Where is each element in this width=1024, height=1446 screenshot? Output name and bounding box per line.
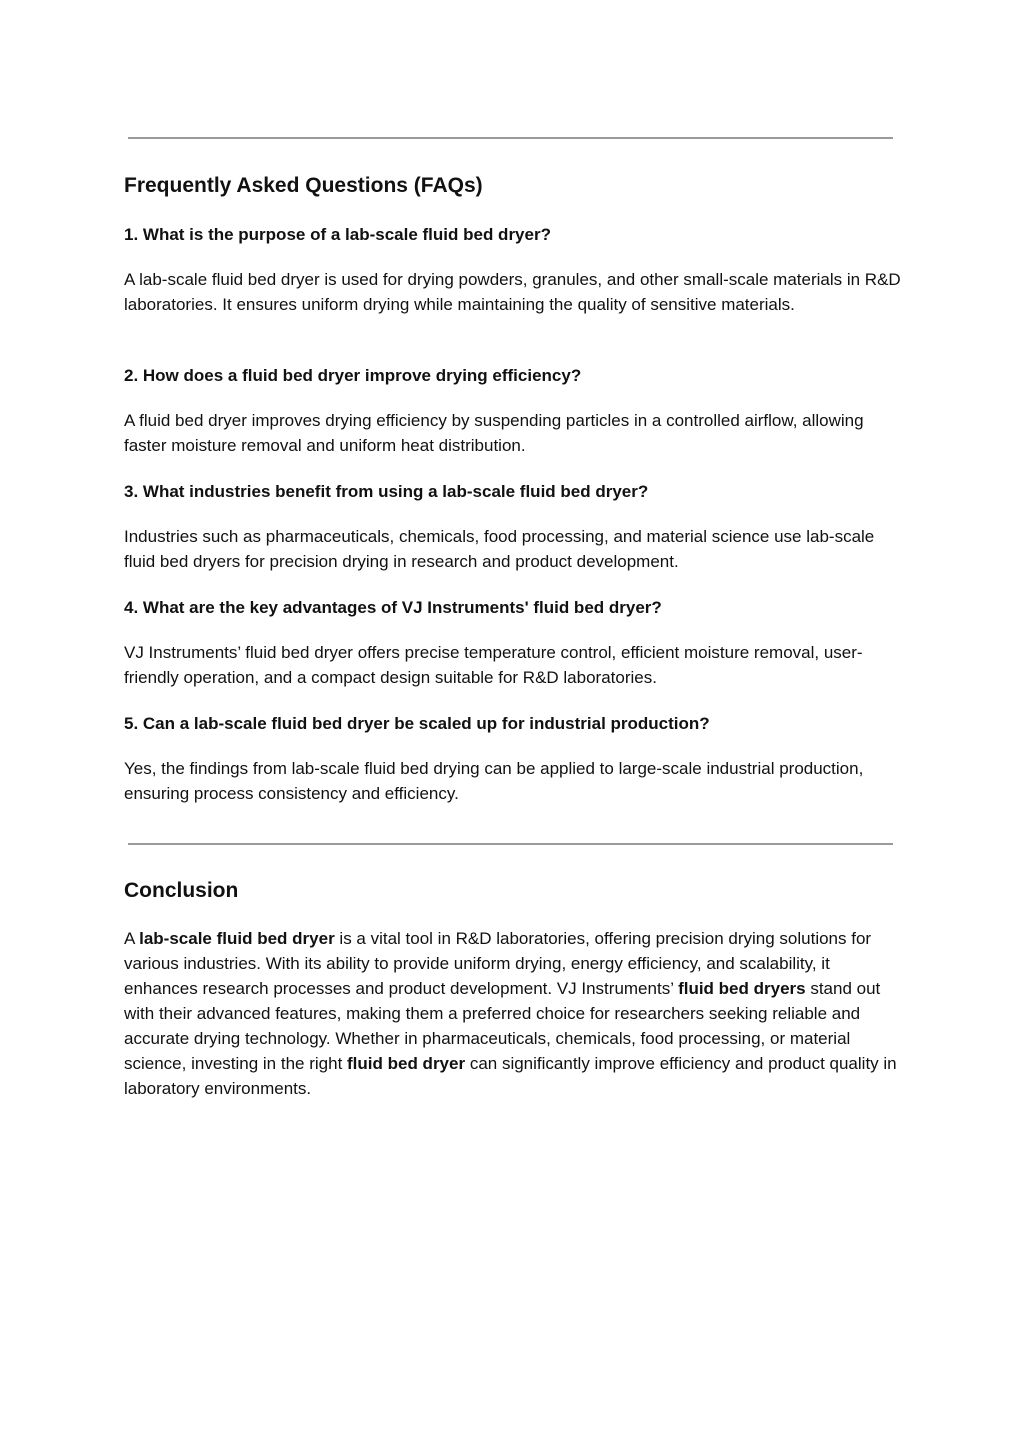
conclusion-paragraph <box>124 926 899 1101</box>
conclusion-text: is a vital tool in R&D laboratories, offering precision drying solutions for various industries. With its ability to provide uniform drying, energy efficiency, and scalability, it enhances research processes and product development. VJ Instruments’ <box>124 929 872 998</box>
conclusion-text: stand out with their advanced features, making them a preferred choice for researchers seeking reliable and accurate drying technology. Whether in pharmaceuticals, chemicals, food processing, or material science, investing in the right <box>124 979 881 1073</box>
conclusion-bold-term: lab-scale fluid bed dryer <box>139 929 335 948</box>
faq-heading: Frequently Asked Questions (FAQs) <box>124 174 483 197</box>
conclusion-bold-term: fluid bed dryer <box>347 1054 466 1073</box>
faq-question-1: 1. What is the purpose of a lab-scale fluid bed dryer? <box>124 225 551 244</box>
faq-answer-4: VJ Instruments’ fluid bed dryer offers precise temperature control, efficient moisture removal, user-friendly operation, and a compact design suitable for R&D laboratories. <box>124 643 863 687</box>
conclusion-bold-term: fluid bed dryers <box>678 979 806 998</box>
conclusion-heading: Conclusion <box>124 879 239 902</box>
conclusion-text: A <box>124 929 140 948</box>
faq-question-5: 5. Can a lab-scale fluid bed dryer be scaled up for industrial production? <box>124 714 710 733</box>
horizontal-rule <box>128 843 893 845</box>
faq-answer-1: A lab-scale fluid bed dryer is used for drying powders, granules, and other small-scale materials in R&D laboratories. It ensures uniform drying while maintaining the quality of sensitive materials. <box>124 270 901 314</box>
horizontal-rule <box>128 137 893 139</box>
faq-answer-3: Industries such as pharmaceuticals, chemicals, food processing, and material science use lab-scale fluid bed dryers for precision drying in research and product development. <box>124 527 875 571</box>
faq-question-3: 3. What industries benefit from using a lab-scale fluid bed dryer? <box>124 482 649 501</box>
faq-question-2: 2. How does a fluid bed dryer improve drying efficiency? <box>124 366 582 385</box>
faq-question-4: 4. What are the key advantages of VJ Instruments' fluid bed dryer? <box>124 598 662 617</box>
faq-answer-2: A fluid bed dryer improves drying efficiency by suspending particles in a controlled airflow, allowing faster moisture removal and uniform heat distribution. <box>124 411 864 455</box>
conclusion-text: can significantly improve efficiency and product quality in laboratory environments. <box>124 1054 897 1098</box>
faq-answer-5: Yes, the findings from lab-scale fluid bed drying can be applied to large-scale industrial production, ensuring process consistency and efficiency. <box>124 759 864 803</box>
